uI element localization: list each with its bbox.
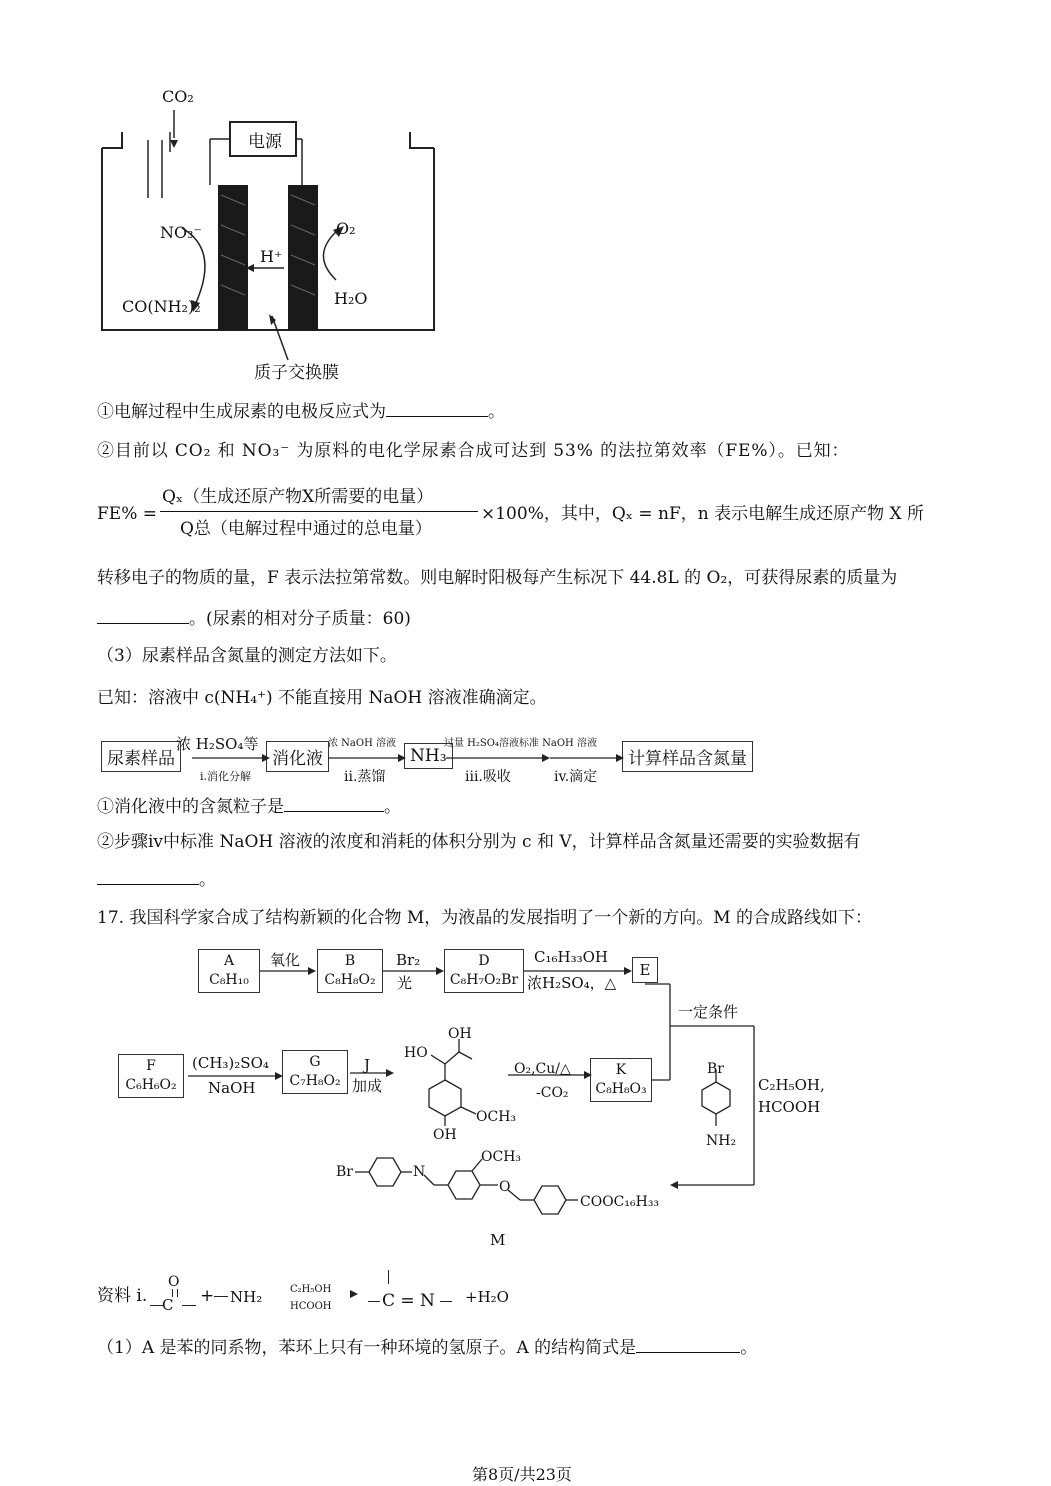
intermediate-oh-top: OH bbox=[448, 1026, 472, 1042]
cond-certain: 一定条件 bbox=[678, 1003, 739, 1021]
m-ester: COOC₁₆H₃₃ bbox=[580, 1194, 660, 1210]
flow-label-3-top: 过量 H₂SO₄溶液标准 NaOH 溶液 bbox=[444, 738, 597, 749]
fraction-bar bbox=[160, 511, 478, 512]
compound-A-formula: C₈H₁₀ bbox=[209, 972, 249, 988]
info-label: 资料 i. bbox=[97, 1286, 148, 1306]
membrane-label: 质子交换膜 bbox=[254, 363, 339, 383]
bromoaniline-nh2: NH₂ bbox=[706, 1133, 737, 1149]
page-number: 第8页/共23页 bbox=[472, 1465, 572, 1484]
intermediate-oh-bottom: OH bbox=[433, 1127, 457, 1143]
q17-sub1 bbox=[97, 1336, 757, 1359]
compound-D-formula: C₈H₇O₂Br bbox=[449, 972, 519, 988]
compound-D-name: D bbox=[478, 953, 490, 969]
q2-sub1-end: 。 bbox=[488, 402, 505, 422]
flow-label-1-top: 浓 H₂SO₄等 bbox=[176, 735, 259, 753]
answer-blank[interactable] bbox=[97, 868, 199, 885]
q17-sub1-end: 。 bbox=[740, 1338, 758, 1358]
cond-D-E-2: 浓H₂SO₄，△ bbox=[527, 974, 617, 992]
q3-sub1 bbox=[97, 795, 401, 818]
cond-ethanol: C₂H₅OH, bbox=[758, 1076, 825, 1094]
cond-F-G-2: NaOH bbox=[208, 1079, 256, 1097]
q2-line4 bbox=[97, 607, 411, 630]
compound-K-name: K bbox=[615, 1062, 627, 1078]
flow-label-2-bot: ii.蒸馏 bbox=[344, 769, 386, 785]
cond-G-J-1: J bbox=[364, 1056, 371, 1074]
answer-blank[interactable] bbox=[636, 1336, 740, 1353]
cond-formic: HCOOH bbox=[758, 1098, 821, 1116]
water-label: H₂O bbox=[334, 289, 368, 308]
fe-numerator: Qₓ（生成还原产物X所需要的电量） bbox=[162, 487, 434, 507]
info-carbon: C bbox=[162, 1296, 174, 1314]
q3-sub1-text: ①消化液中的含氮粒子是 bbox=[97, 797, 284, 817]
cond-F-G-1: (CH₃)₂SO₄ bbox=[192, 1054, 269, 1072]
q2-sub1 bbox=[97, 400, 505, 423]
info-cond-1: C₂H₅OH bbox=[290, 1284, 332, 1295]
info-amine-bond bbox=[214, 1296, 228, 1297]
m-oxygen: O bbox=[499, 1179, 511, 1195]
flow-label-1-bot: i.消化分解 bbox=[200, 770, 252, 783]
info-water: +H₂O bbox=[465, 1288, 509, 1306]
fe-tail: ×100%，其中，Qₓ = nF，n 表示电解生成还原产物 X 所 bbox=[481, 504, 925, 524]
q3-known: 已知：溶液中 c(NH₄⁺) 不能直接用 NaOH 溶液准确滴定。 bbox=[97, 688, 547, 708]
flow-box-digest: 消化液 bbox=[266, 741, 329, 772]
q17-intro: 17. 我国科学家合成了结构新颖的化合物 M，为液晶的发展指明了一个新的方向。M 的合成路线如下： bbox=[97, 908, 873, 928]
cond-K-2: -CO₂ bbox=[536, 1085, 569, 1101]
m-nitrogen: N bbox=[413, 1164, 426, 1180]
co2-inlet-label: CO₂ bbox=[162, 87, 194, 106]
m-label: M bbox=[490, 1231, 506, 1249]
power-source-label: 电源 bbox=[248, 132, 282, 152]
compound-E-name: E bbox=[639, 961, 651, 979]
flow-label-3-bot: iii.吸收 bbox=[465, 769, 511, 785]
q2-line3: 转移电子的物质的量，F 表示法拉第常数。则电解时阳极每产生标况下 44.8L 的 O₂，可获得尿素的质量为 bbox=[97, 568, 898, 588]
q3-sub2-end: 。 bbox=[199, 870, 216, 890]
flow-label-4-bot: iv.滴定 bbox=[554, 769, 598, 785]
q2-sub1-text: ①电解过程中生成尿素的电极反应式为 bbox=[97, 402, 386, 422]
q17-sub1-text: （1）A 是苯的同系物，苯环上只有一种环境的氢原子。A 的结构简式是 bbox=[97, 1338, 637, 1358]
m-och3: OCH₃ bbox=[481, 1149, 522, 1165]
q3-sub1-end: 。 bbox=[384, 797, 401, 817]
fe-denominator: Q总（电解过程中通过的总电量） bbox=[180, 519, 432, 539]
info-amine: NH₂ bbox=[230, 1288, 263, 1306]
flow-box-calc: 计算样品含氮量 bbox=[622, 741, 753, 772]
info-prod-vbond bbox=[388, 1270, 389, 1284]
fe-formula-label: FE% = bbox=[97, 504, 158, 524]
info-bond-left bbox=[150, 1305, 164, 1306]
info-product: C = N bbox=[382, 1291, 435, 1311]
compound-B-formula: C₈H₈O₂ bbox=[324, 972, 376, 988]
q2-line4-text: 。(尿素的相对分子质量：60) bbox=[189, 609, 411, 629]
answer-blank[interactable] bbox=[284, 795, 384, 812]
info-cond-2: HCOOH bbox=[290, 1301, 332, 1312]
info-prod-rbond bbox=[440, 1301, 452, 1302]
flow-box-urea-sample: 尿素样品 bbox=[101, 741, 181, 772]
cond-B-D-1: Br₂ bbox=[396, 951, 421, 969]
cond-B-D-2: 光 bbox=[397, 974, 413, 992]
cond-K-1: O₂,Cu/△ bbox=[514, 1061, 571, 1077]
proton-label: H⁺ bbox=[260, 247, 283, 266]
info-prod-lbond bbox=[368, 1301, 380, 1302]
compound-B-name: B bbox=[344, 953, 356, 969]
compound-G-formula: C₇H₈O₂ bbox=[289, 1073, 341, 1089]
q2-sub2: ②目前以 CO₂ 和 NO₃⁻ 为原料的电化学尿素合成可达到 53% 的法拉第效率（FE%）。已知： bbox=[97, 441, 850, 461]
flow-box-nh3: NH₃ bbox=[404, 743, 453, 769]
urea-label: CO(NH₂)₂ bbox=[122, 297, 201, 316]
bromoaniline-br: Br bbox=[707, 1061, 724, 1077]
cond-D-E-1: C₁₆H₃₃OH bbox=[534, 948, 608, 966]
electrolysis-cell-diagram bbox=[90, 80, 450, 390]
answer-blank[interactable] bbox=[386, 400, 488, 417]
info-plus: + bbox=[200, 1286, 215, 1306]
compound-F-formula: C₆H₆O₂ bbox=[125, 1077, 177, 1093]
q3-sub2-blank-line bbox=[97, 868, 216, 891]
nitrate-label: NO₃⁻ bbox=[160, 223, 202, 242]
cond-G-J-2: 加成 bbox=[352, 1077, 383, 1095]
compound-F-name: F bbox=[146, 1058, 156, 1074]
cond-A-B: 氧化 bbox=[270, 951, 301, 969]
q3-title: （3）尿素样品含氮量的测定方法如下。 bbox=[97, 646, 397, 666]
info-arrowhead bbox=[350, 1290, 358, 1298]
oxygen-label: O₂ bbox=[336, 219, 356, 238]
compound-G-name: G bbox=[309, 1054, 321, 1070]
q3-sub2: ②步骤iv中标准 NaOH 溶液的浓度和消耗的体积分别为 c 和 V，计算样品含氮量还需要的实验数据有 bbox=[97, 832, 861, 852]
flow-label-2-top: 浓 NaOH 溶液 bbox=[328, 738, 396, 749]
compound-A-name: A bbox=[223, 953, 235, 969]
intermediate-ho: HO bbox=[404, 1045, 428, 1061]
compound-K-formula: C₈H₈O₃ bbox=[595, 1081, 647, 1097]
info-carbonyl-o: O bbox=[168, 1274, 180, 1290]
info-bond-right bbox=[182, 1305, 196, 1306]
intermediate-och3: OCH₃ bbox=[476, 1109, 517, 1125]
answer-blank[interactable] bbox=[97, 607, 189, 624]
m-bromine: Br bbox=[336, 1164, 353, 1180]
